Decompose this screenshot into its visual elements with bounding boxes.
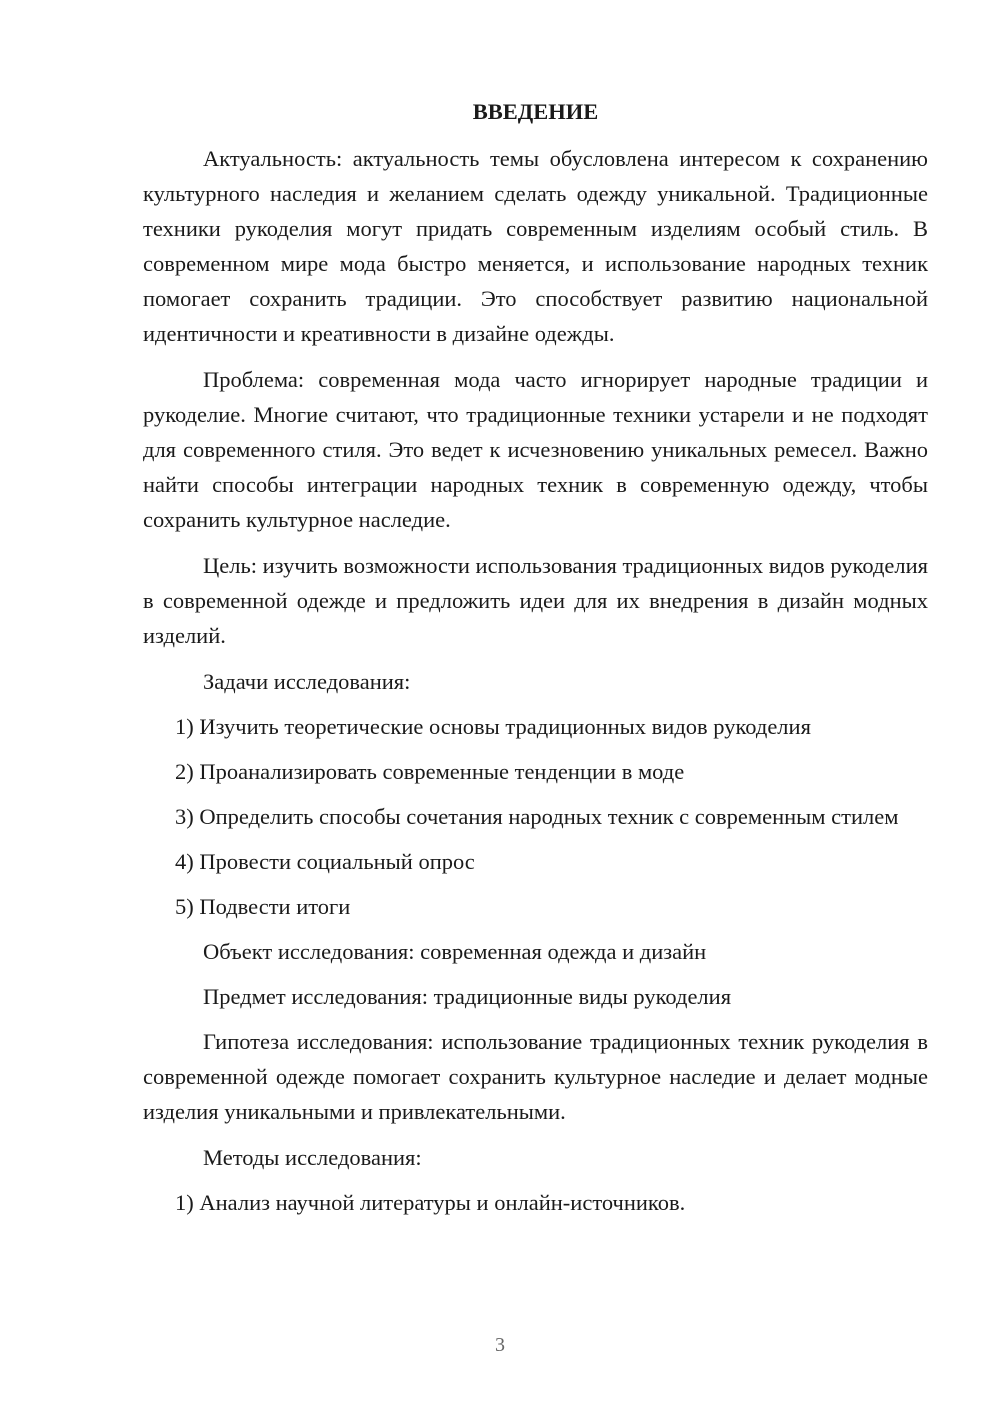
problem-paragraph: Проблема: современная мода часто игнорирует народные традиции и рукоделие. Многие считают, что традиционные техники устарели и не подходят для современного стиля. Это ведет к исчезновению уникальных ремесел. Важно найти способы интеграции народных техник в современную одежду, чтобы сохранить культурное наследие. <box>143 367 928 532</box>
task-item: 3) Определить способы сочетания народных техник с современным стилем <box>175 804 899 829</box>
hypothesis-paragraph: Гипотеза исследования: использование традиционных техник рукоделия в современной одежде помогает сохранить культурное наследие и делает модные изделия уникальными и привлекательными. <box>143 1029 928 1124</box>
task-item: 2) Проанализировать современные тенденции в моде <box>175 759 685 784</box>
goal-paragraph: Цель: изучить возможности использования традиционных видов рукоделия в современной одежде и предложить идеи для их внедрения в дизайн модных изделий. <box>143 553 928 648</box>
object-line: Объект исследования: современная одежда и дизайн <box>203 939 707 964</box>
subject-line: Предмет исследования: традиционные виды рукоделия <box>203 984 732 1009</box>
method-item: 1) Анализ научной литературы и онлайн-источников. <box>175 1190 686 1215</box>
page-number: 3 <box>495 1334 505 1356</box>
task-item: 4) Провести социальный опрос <box>175 849 475 874</box>
tasks-label: Задачи исследования: <box>203 669 411 694</box>
task-item: 1) Изучить теоретические основы традиционных видов рукоделия <box>175 714 811 739</box>
task-item: 5) Подвести итоги <box>175 894 351 919</box>
page-content <box>143 95 928 1230</box>
methods-label: Методы исследования: <box>203 1145 422 1170</box>
section-heading: ВВЕДЕНИЕ <box>472 99 599 124</box>
relevance-paragraph: Актуальность: актуальность темы обусловлена интересом к сохранению культурного наследия и желанием сделать одежду уникальной. Традиционные техники рукоделия могут придать современным изделиям особый стиль. В современном мире мода быстро меняется, и использование народных техник помогает сохранить традиции. Это способствует развитию национальной идентичности и креативности в дизайне одежды. <box>143 146 928 346</box>
